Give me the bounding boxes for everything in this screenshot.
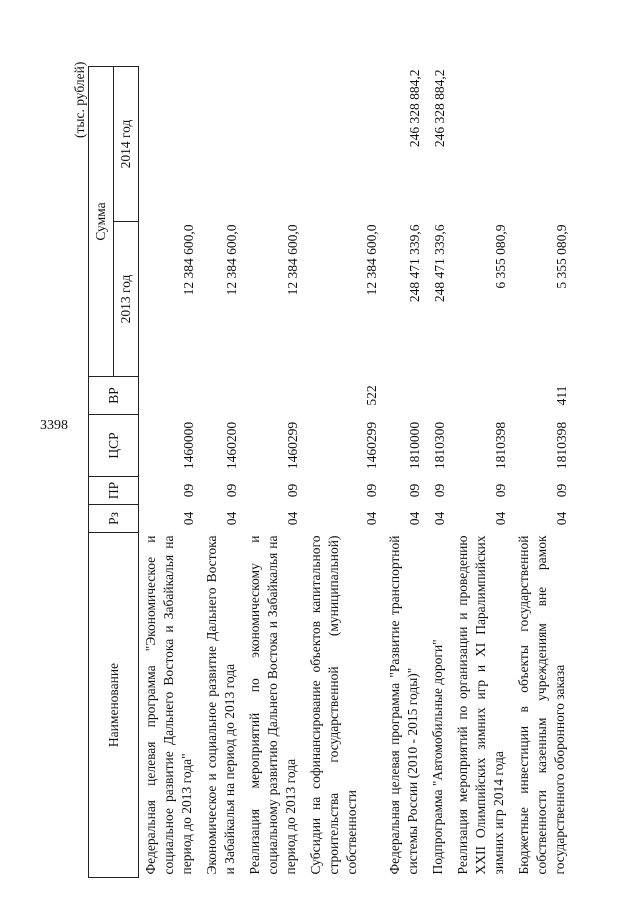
budget-table <box>88 66 573 878</box>
table-row <box>243 67 304 878</box>
row-pr: 09 <box>364 483 379 498</box>
row-vr: 411 <box>554 385 569 406</box>
table-row <box>383 67 426 878</box>
table-row <box>512 67 573 878</box>
row-rz: 04 <box>181 511 196 526</box>
row-csr: 1810398 <box>554 421 569 470</box>
row-rz: 04 <box>432 511 447 526</box>
row-rz: 04 <box>407 511 422 526</box>
header-row <box>89 67 114 878</box>
header-vr: ВР <box>89 377 139 415</box>
row-rz: 04 <box>224 511 239 526</box>
row-2014 <box>200 67 243 222</box>
row-csr: 1460299 <box>285 421 300 470</box>
header-2013: 2013 год <box>114 222 139 377</box>
header-name: Наименование <box>89 533 139 878</box>
row-name: Бюджетные инвестиции в объекты государственной собственности казенным учреждениям вне рамок государственного оборонного заказа <box>516 535 567 875</box>
row-name: Реализация мероприятий по экономическому и социальному развитию Дальнего Востока и Забайкалья на период до 2013 года <box>247 535 298 875</box>
table-row <box>200 67 243 878</box>
row-name: Реализация мероприятий по организации и проведению XXII Олимпийских зимних игр и XI Паралимпийских зимних игр 2014 года <box>455 535 506 875</box>
row-2014 <box>139 67 201 222</box>
row-vr <box>383 377 426 415</box>
header-rz: Рз <box>89 505 139 533</box>
table-row <box>139 67 201 878</box>
row-2013: 248 471 339,6 <box>407 224 422 303</box>
row-vr <box>426 377 451 415</box>
units-note: (тыс. рублей) <box>72 61 87 138</box>
row-csr: 1810000 <box>407 421 422 470</box>
row-2013: 6 355 080,9 <box>493 224 508 289</box>
row-2013: 12 384 600,0 <box>224 224 239 296</box>
row-2014: 246 328 884,2 <box>432 69 447 148</box>
row-vr <box>200 377 243 415</box>
row-vr <box>139 377 201 415</box>
header-sum: Сумма <box>89 67 114 377</box>
row-rz: 04 <box>493 511 508 526</box>
row-2013: 5 355 080,9 <box>554 224 569 289</box>
row-vr <box>451 377 512 415</box>
row-pr: 09 <box>407 483 422 498</box>
header-csr: ЦСР <box>89 415 139 477</box>
row-vr <box>243 377 304 415</box>
row-rz: 04 <box>285 511 300 526</box>
row-csr: 1460000 <box>181 421 196 470</box>
row-name: Экономическое и социальное развитие Дальнего Востока и Забайкалья на период до 2013 года <box>204 535 237 875</box>
row-name: Федеральная целевая программа "Развитие транспортной системы России (2010 - 2015 годы)" <box>387 535 420 875</box>
row-vr: 522 <box>364 385 379 406</box>
row-2013: 12 384 600,0 <box>285 224 300 296</box>
row-name: Подпрограмма "Автомобильные дороги" <box>430 639 445 875</box>
row-2013: 248 471 339,6 <box>432 224 447 303</box>
table-row <box>304 67 383 878</box>
rotated-page-content <box>70 58 590 878</box>
row-csr: 1810300 <box>432 421 447 470</box>
row-rz: 04 <box>364 511 379 526</box>
row-csr: 1460200 <box>224 421 239 470</box>
row-name: Субсидии на софинансирование объектов капитального строительства государственной (муниципальной) собственности <box>308 535 359 875</box>
row-pr: 09 <box>493 483 508 498</box>
row-csr: 1810398 <box>493 421 508 470</box>
row-2013: 12 384 600,0 <box>364 224 379 296</box>
row-2014: 246 328 884,2 <box>407 69 422 148</box>
row-pr: 09 <box>181 483 196 498</box>
row-2014 <box>243 67 304 222</box>
row-name: Федеральная целевая программа "Экономическое и социальное развитие Дальнего Востока и Забайкалья на период до 2013 года" <box>143 535 194 875</box>
page-number: 3398 <box>40 418 68 433</box>
row-2013: 12 384 600,0 <box>181 224 196 296</box>
row-rz: 04 <box>554 511 569 526</box>
row-pr: 09 <box>554 483 569 498</box>
row-pr: 09 <box>432 483 447 498</box>
row-2014 <box>451 67 512 222</box>
row-2014 <box>304 67 383 222</box>
table-row <box>451 67 512 878</box>
row-csr: 1460299 <box>364 421 379 470</box>
row-pr: 09 <box>224 483 239 498</box>
row-pr: 09 <box>285 483 300 498</box>
header-pr: ПР <box>89 477 139 505</box>
row-2014 <box>512 67 573 222</box>
table-row <box>426 67 451 878</box>
header-2014: 2014 год <box>114 67 139 222</box>
